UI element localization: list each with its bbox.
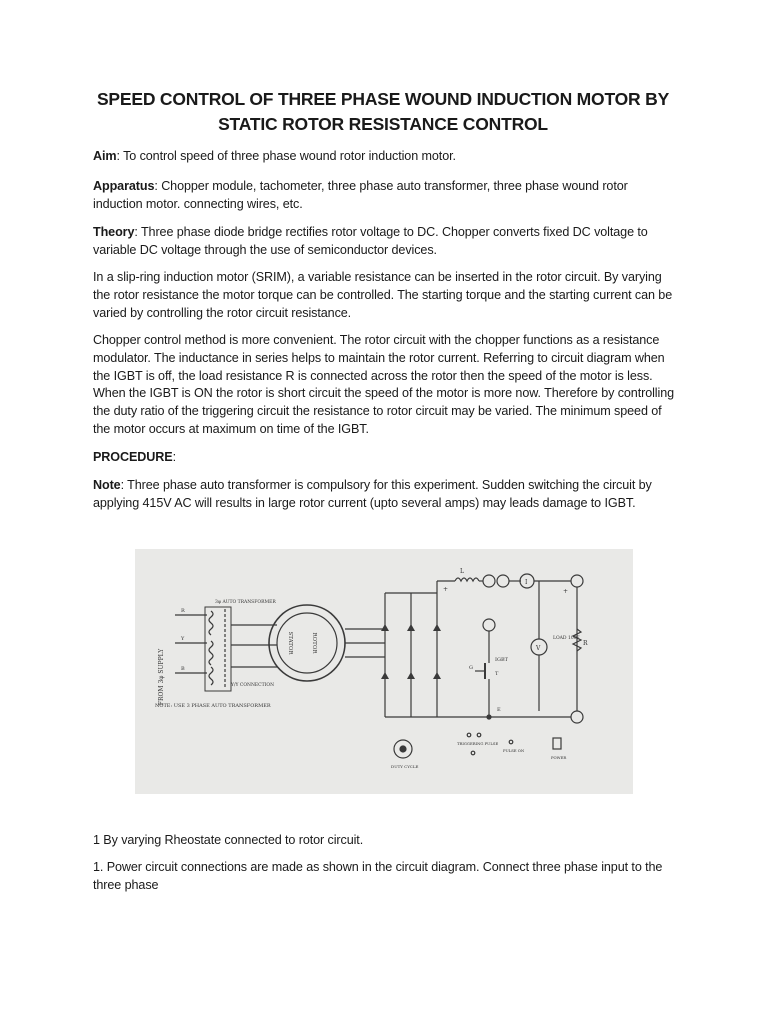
inductor [455, 578, 479, 581]
terminal-top-1 [483, 575, 495, 587]
note-text: : Three phase auto transformer is compulsory for this experiment. Sudden switching the circuit by applying 415V AC will results in large rotor current (upto several amps) may leads damage to IGBT. [93, 478, 652, 510]
aim-label: Aim [93, 149, 117, 163]
transformer-coil-3 [209, 667, 213, 685]
igbt-label: IGBT [495, 657, 508, 663]
phase-y-label: Y [181, 636, 185, 642]
pulse-on-indicator [509, 740, 513, 744]
diode-4 [381, 672, 389, 679]
transformer-label: 3φ AUTO TRANSFORMER [215, 600, 276, 605]
power-switch [553, 738, 561, 749]
apparatus-label: Apparatus [93, 179, 155, 193]
step-power-connections: 1. Power circuit connections are made as shown in the circuit diagram. Connect three phase input to the three phase [93, 860, 663, 892]
power-label: POWER [551, 755, 567, 760]
ammeter-label: I [525, 579, 528, 586]
transformer-coil-1 [209, 611, 213, 635]
supply-label: FROM 3φ SUPPLY [158, 648, 165, 706]
title-line-1: SPEED CONTROL OF THREE PHASE WOUND INDUCTION MOTOR BY [96, 89, 670, 109]
plus-label-load: + [563, 588, 569, 595]
procedure-label: PROCEDURE [93, 450, 173, 464]
triggering-pulse-label: TRIGGERING PULSE [457, 741, 499, 746]
terminal-t-label: T [495, 671, 499, 677]
gate-label: G [469, 665, 473, 671]
terminal-e-label: E [497, 707, 501, 713]
duty-cycle-knob-center [400, 746, 406, 752]
terminal-top-right [571, 575, 583, 587]
motor-rotor [277, 613, 337, 673]
terminal-top-2 [497, 575, 509, 587]
connection-label: Y/Y CONNECTION [231, 683, 275, 688]
document-title [80, 87, 686, 137]
diode-5 [407, 672, 415, 679]
procedure-suffix: : [172, 450, 176, 464]
aim-paragraph [93, 148, 679, 166]
srim-paragraph: In a slip-ring induction motor (SRIM), a variable resistance can be inserted in the rotor circuit. By varying the rotor resistance the motor torque can be controlled. The starting torque and the starting current can be varied by controlling the rotor circuit resistance. [93, 270, 673, 320]
trigger-terminal-1 [467, 733, 471, 737]
trigger-terminal-3 [471, 751, 475, 755]
theory-label: Theory [93, 225, 135, 239]
diode-6 [433, 672, 441, 679]
pulse-on-label: PULSE ON [503, 748, 525, 753]
phase-r-label: R [181, 608, 185, 614]
procedure-heading [93, 449, 679, 467]
aim-text: : To control speed of three phase wound rotor induction motor. [116, 149, 456, 163]
chopper-paragraph: Chopper control method is more convenient. The rotor circuit with the chopper functions as a resistance modulator. The inductance in series helps to maintain the rotor current. Referring to circuit diagram when the IGBT is off, the load resistance R is connected across the rotor then the speed of the motor is less. When the IGBT is ON the rotor is short circuit the speed of the motor is more now. Therefore by controlling the duty ratio of the triggering circuit the resistance to rotor circuit may be varied. The minimum speed of the motor occurs at maximum on time of the IGBT. [93, 333, 675, 436]
duty-cycle-label: DUTY CYCLE [391, 764, 419, 769]
inductor-label: L [460, 568, 464, 575]
trigger-terminal-2 [477, 733, 481, 737]
step-rheostat: 1 By varying Rheostate connected to rotor circuit. [93, 833, 364, 847]
apparatus-paragraph [93, 178, 679, 214]
stator-label: STATOR [287, 631, 293, 655]
diode-3 [433, 624, 441, 631]
plus-label-bridge: + [443, 586, 449, 593]
rotor-label: ROTOR [311, 632, 317, 654]
motor-stator [269, 605, 345, 681]
theory-text: : Three phase diode bridge rectifies rotor voltage to DC. Chopper converts fixed DC voltage to variable DC voltage through the use of semiconductor devices. [93, 225, 648, 257]
terminal-bottom-right [571, 711, 583, 723]
diagram-note: NOTE: USE 3 PHASE AUTO TRANSFORMER [155, 703, 271, 709]
resistor-label: R [583, 640, 588, 647]
igbt-collector-terminal [483, 619, 495, 631]
load-label: LOAD 100E [553, 636, 580, 641]
diode-1 [381, 624, 389, 631]
emitter-node [487, 715, 491, 719]
circuit-diagram-svg [135, 549, 633, 794]
title-line-2: STATIC ROTOR RESISTANCE CONTROL [218, 114, 548, 134]
voltmeter-label: V [536, 645, 541, 652]
phase-b-label: B [181, 666, 185, 672]
note-paragraph [93, 477, 679, 513]
theory-paragraph [93, 224, 679, 260]
note-label: Note [93, 478, 121, 492]
circuit-diagram [135, 549, 633, 794]
apparatus-text: : Chopper module, tachometer, three phase auto transformer, three phase wound rotor induction motor. connecting wires, etc. [93, 179, 628, 211]
diode-2 [407, 624, 415, 631]
transformer-coil-2 [209, 641, 213, 665]
